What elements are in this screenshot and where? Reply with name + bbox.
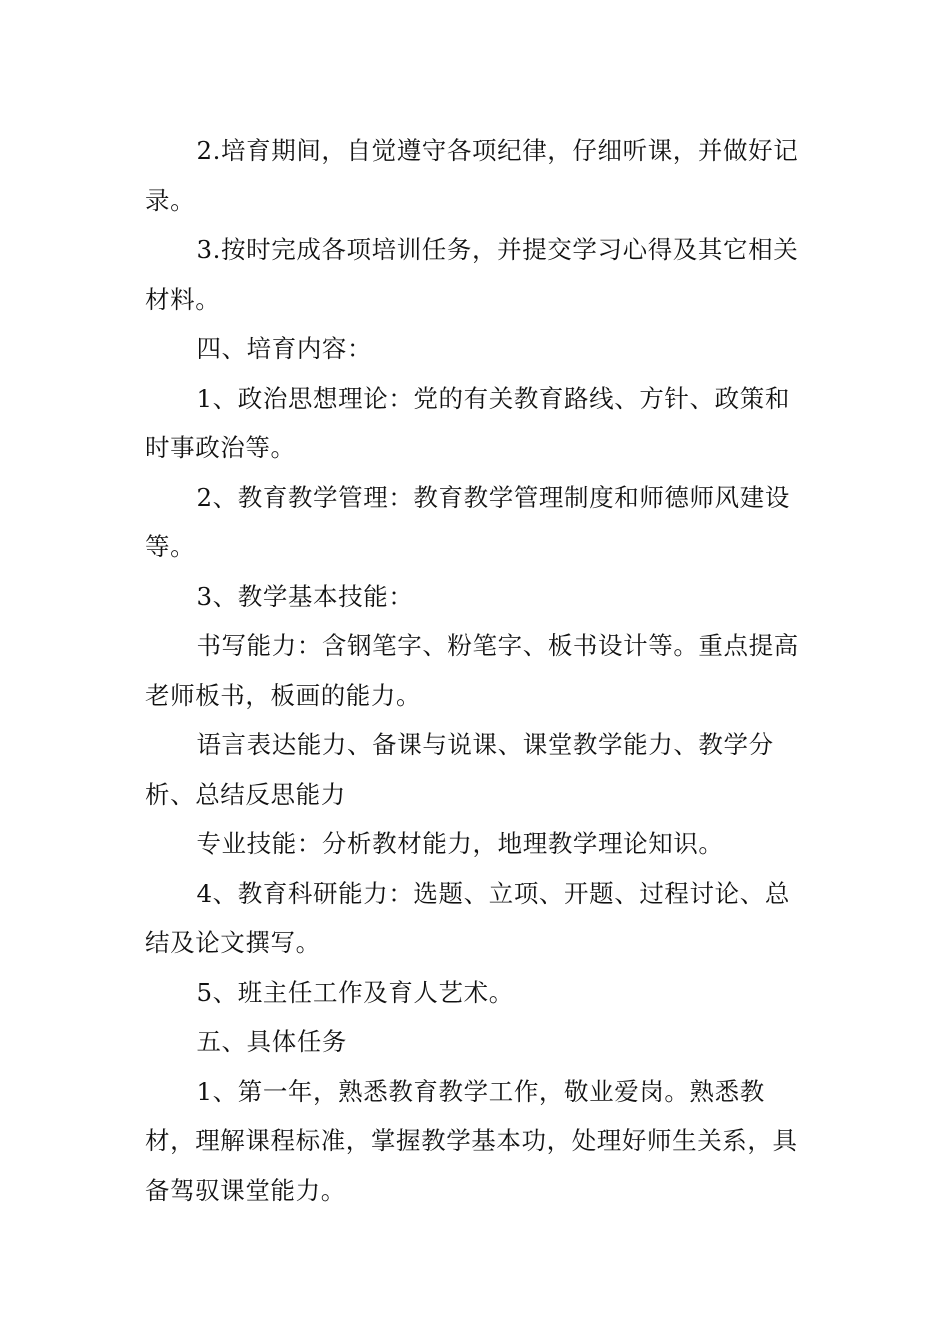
paragraph: 2、教育教学管理：教育教学管理制度和师德师风建设等。 <box>145 482 790 561</box>
document-body <box>145 126 810 1215</box>
paragraph: 语言表达能力、备课与说课、课堂教学能力、教学分析、总结反思能力 <box>145 730 774 809</box>
paragraph: 3.按时完成各项培训任务，并提交学习心得及其它相关材料。 <box>145 235 799 314</box>
paragraph: 2.培育期间，自觉遵守各项纪律，仔细听课，并做好记录。 <box>145 136 799 215</box>
paragraph: 书写能力：含钢笔字、粉笔字、板书设计等。重点提高老师板书，板画的能力。 <box>145 631 799 710</box>
section-heading: 四、培育内容： <box>196 334 373 363</box>
section-heading: 五、具体任务 <box>196 1027 348 1056</box>
paragraph: 1、第一年，熟悉教育教学工作，敬业爱岗。熟悉教材，理解课程标准，掌握教学基本功，处理好师生关系，具备驾驭课堂能力。 <box>145 1076 798 1205</box>
paragraph: 1、政治思想理论：党的有关教育路线、方针、政策和时事政治等。 <box>145 383 790 462</box>
paragraph: 专业技能：分析教材能力，地理教学理论知识。 <box>196 829 724 858</box>
paragraph: 3、教学基本技能： <box>196 581 414 611</box>
paragraph: 4、教育科研能力：选题、立项、开题、过程讨论、总结及论文撰写。 <box>145 878 790 957</box>
paragraph: 5、班主任工作及育人艺术。 <box>196 977 514 1007</box>
